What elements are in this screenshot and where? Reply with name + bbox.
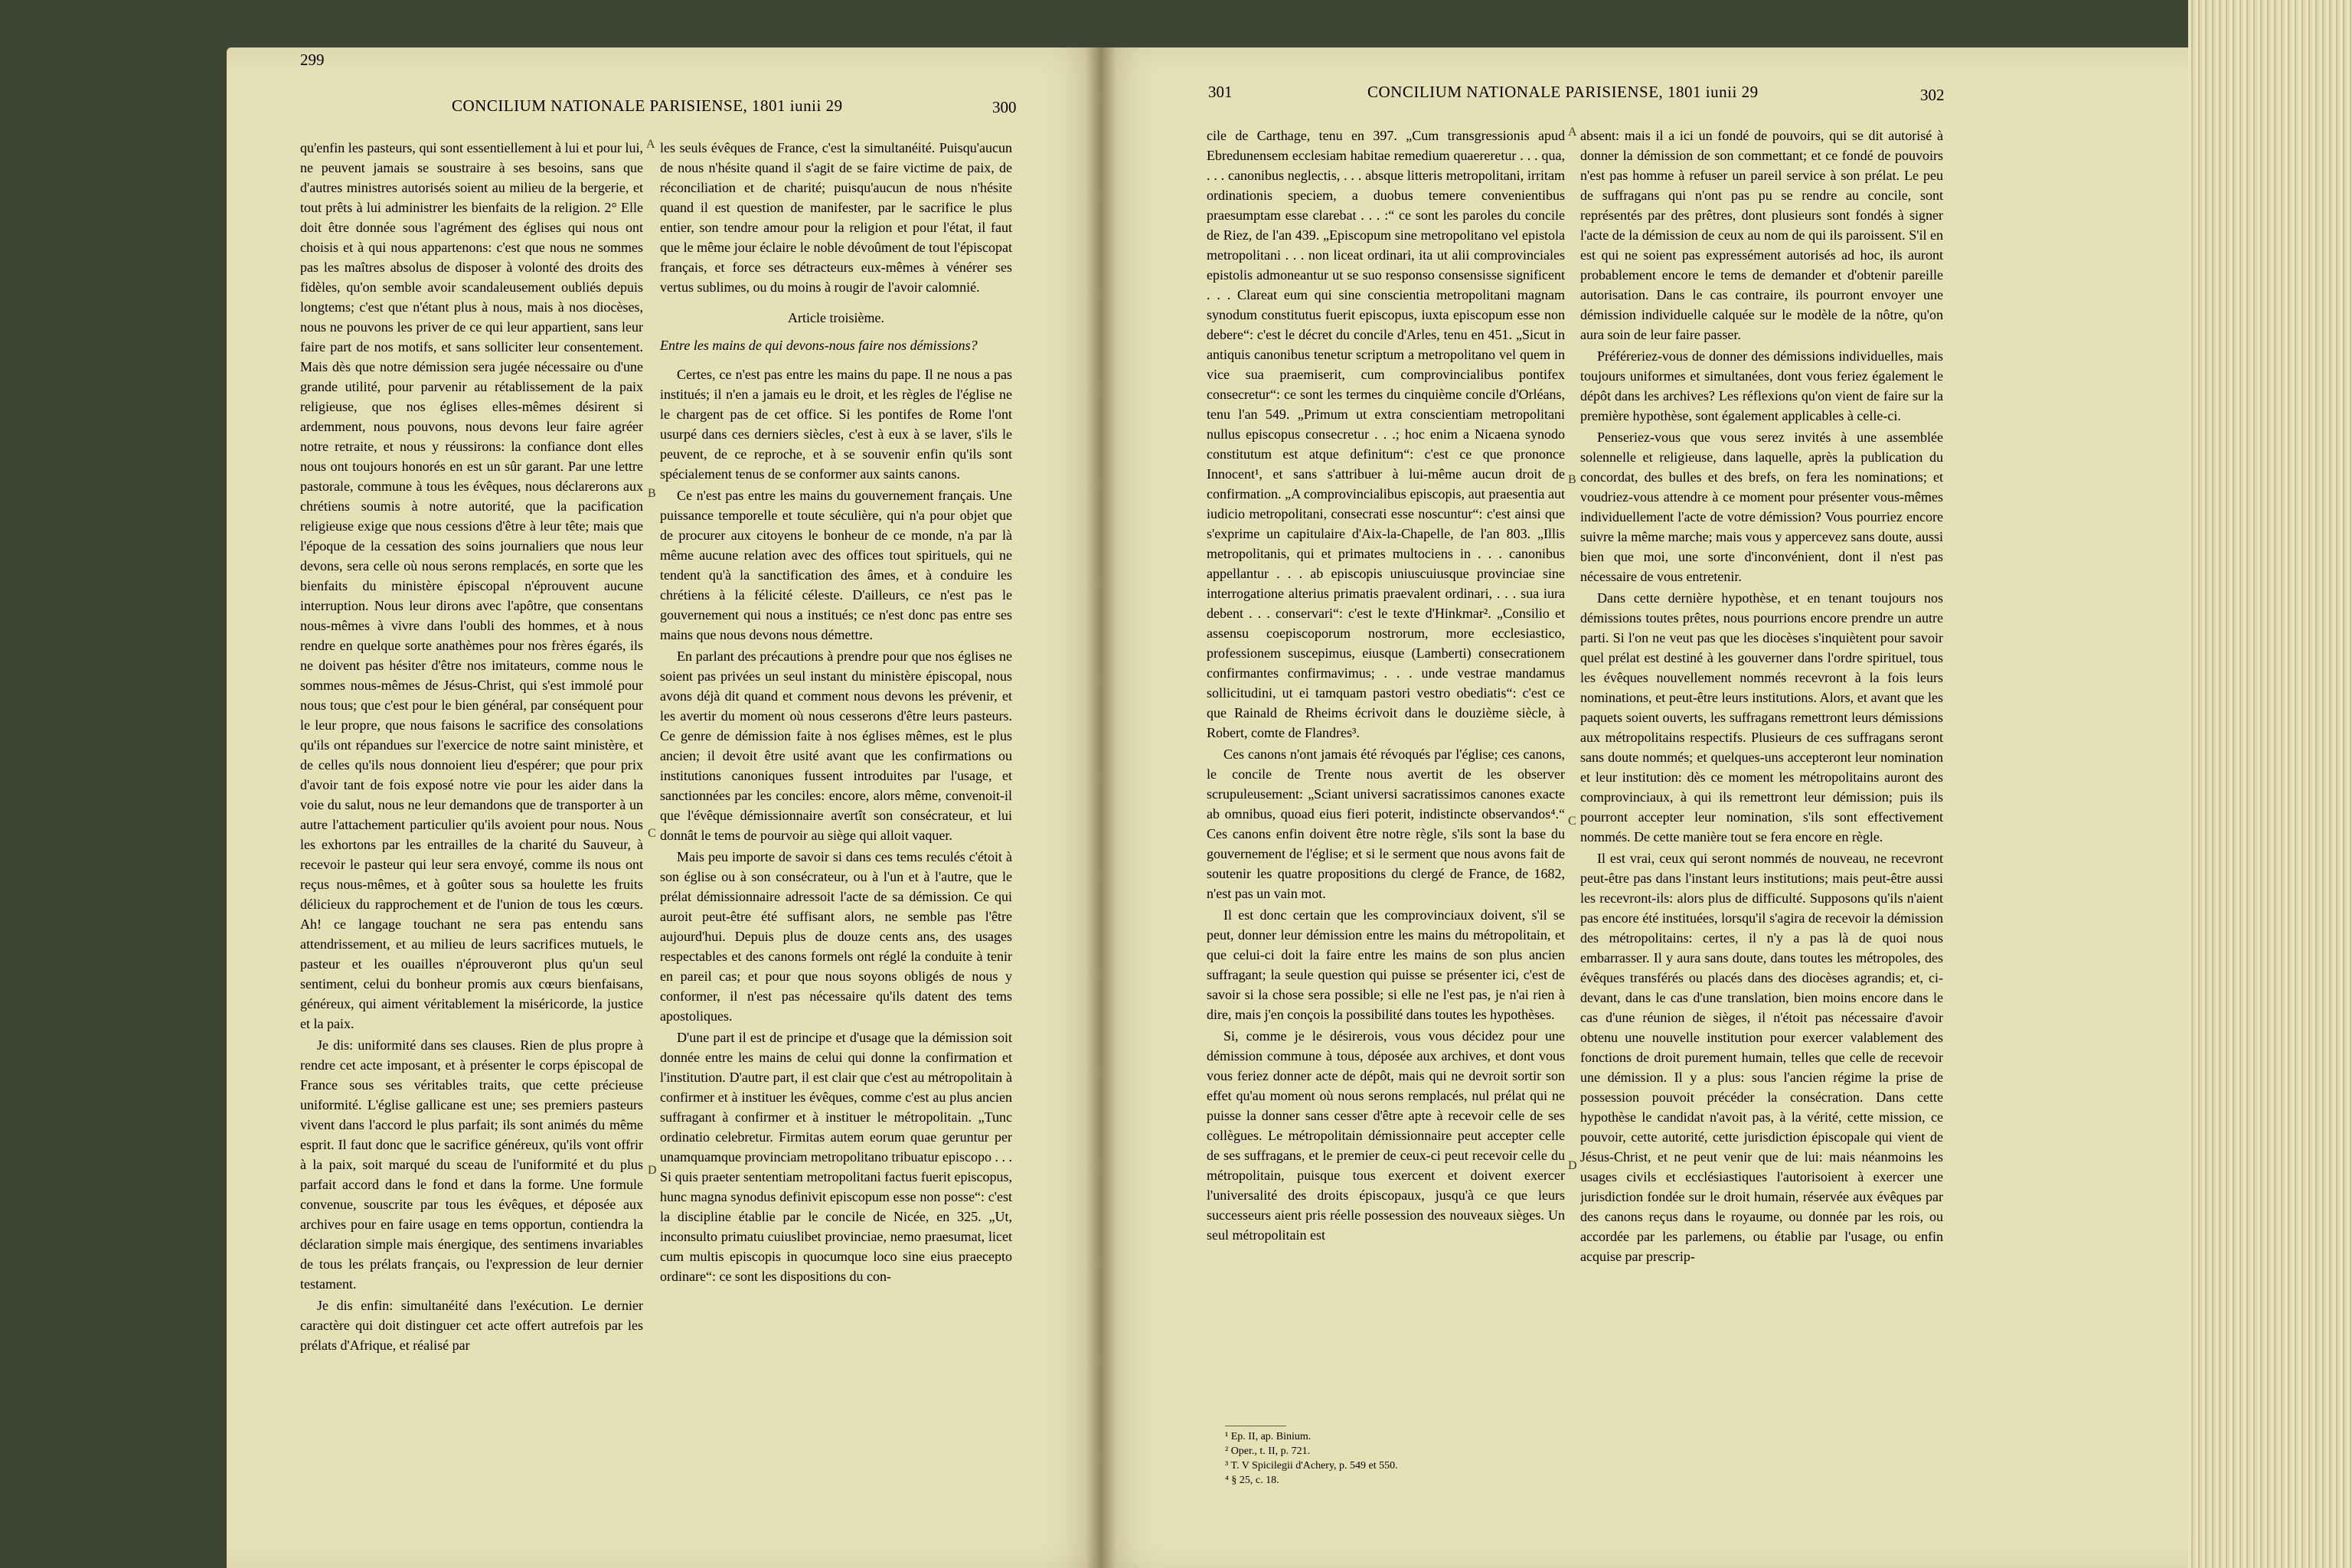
paragraph: En parlant des précautions à prendre pour que nos églises ne soient pas privées un seul instant du ministère épiscopal, nous avons déjà dit quand et comment nous devons les prévenir, et les avertir du moment où nous cesserons d'être leurs pasteurs. Ce genre de démission faite à nos églises mêmes, est le plus ancien; il devoit être usité avant que les confirmations ou institutions canoniques fussent introduites par l'usage, et sanctionnées par les conciles: encore, alors même, convenoit-il que l'évêque démissionnaire avertît son consécrateur, et lui donnât le tems de pourvoir au siège qui alloit vaquer.	[660, 648, 1012, 843]
paragraph: Penseriez-vous que vous serez invités à une assemblée solennelle et religieuse, dans laquelle, après la publication du concordat, des bulles et des brefs, on fera les nominations; et voudriez-vous attendre à ce moment pour présenter vous-mêmes individuellement l'acte de votre démission? Vous pourriez encore suivre la même marche; mais vous y appercevez sans doute, aussi bien que moi, une sorte d'inconvénient, dont il n'est pas nécessaire de vous entretenir.	[1580, 430, 1943, 584]
column-2	[660, 138, 1012, 1508]
footnote: ² Oper., t. II, p. 721.	[1225, 1446, 1311, 1457]
paragraph: Je dis: uniformité dans ses clauses. Rien de plus propre à rendre cet acte imposant, et à présenter le corps épiscopal de France sous ses véritables traits, que cette précieuse uniformité. L'église gallicane est une; ses premiers pasteurs vivent dans l'accord le plus parfait; ils sont animés du même esprit. Il faut donc que le sacrifice généreux, qu'ils vont offrir à la paix, soit marqué du sceau de l'uniformité et du plus parfait accord dans le fond et dans la forme. Une formule convenue, souscrite par tous les évêques, et déposée aux archives pour en faire usage en tems opportun, contiendra la déclaration simple mais énergique, des sentimens invariables de tous les prélats français, ou l'expression de leur dernier testament.	[300, 1037, 643, 1292]
paragraph: Je dis enfin: simultanéité dans l'exécution. Le dernier caractère qui doit distinguer cet acte offert autrefois par les prélats d'Afrique, et réalisé par	[300, 1298, 643, 1353]
paragraph: qu'enfin les pasteurs, qui sont essentiellement à lui et pour lui, ne peuvent jamais se soustraire à ses besoins, sans que d'autres ministres autorisés soient au milieu de la bergerie, et tout prêts à lui administrer les bienfaits de la religion. 2° Elle doit être donnée sous l'agrément des églises qui nous ont choisis et à qui nous appartenons: c'est que nous ne sommes pas les maîtres absolus de disposer à volonté des droits des fidèles, qu'on semble avoir scandaleusement oubliés depuis longtems; c'est que n'étant plus à nous, mais à nos diocèses, nous ne pouvons les priver de ce qui leur appartient, sans leur faire part de nos motifs, et sans solliciter leur consentement. Mais dès que notre démission sera jugée nécessaire ou d'une grande utilité, pour parvenir au rétablissement de la paix religieuse, que nos églises elles-mêmes désirent si ardemment, nous pouvons, nous devons leur faire agréer notre retraite, et nous y réussirons: la confiance dont elles nous ont toujours honorés en est un sûr garant. Par une lettre pastorale, commune à tous les évêques, nous déclarerons aux chrétiens soumis à notre autorité, que la pacification religieuse exige que nous cessions d'être à leur tête; mais que l'époque de la cessation des soins journaliers que nous leur devons, sera celle où nous serons remplacés, en sorte que les bienfaits du ministère épiscopal n'éprouvent aucune interruption. Nous leur dirons avec l'apôtre, que consentans nous-mêmes à vivre dans l'oubli des hommes, et à nous rendre en quelque sorte anathèmes pour nos frères égarés, ils ne doivent pas hésiter d'être nos imitateurs, comme nous le sommes nous-mêmes de Jésus-Christ, qui s'est immolé pour nous tous; que c'est pour le bien général, par conséquent pour le leur propre, que nous faisons le sacrifice des consolations qu'ils ont répandues sur l'exercice de notre saint ministère, et de celles qu'ils nous donnoient lieu d'espérer; que pour prix d'avoir tant de fois exposé notre vie pour les aider dans la voie du salut, nous ne leur demandons que de transporter à un autre l'attachement particulier qu'ils avoient pour nous. Nous les exhortons par les entrailles de la charité du Sauveur, à recevoir le pasteur qui leur sera envoyé, comme ils nous ont reçus nous-mêmes, et à goûter sous sa houlette les fruits délicieux du rapprochement et de l'union de tous les cœurs. Ah! ce langage touchant ne sera pas entendu sans attendrissement, et au milieu de leurs sacrifices mutuels, le pasteur et les ouailles n'éprouveront plus qu'un seul sentiment, celui du bonheur promis aux cœurs bienfaisans, généreux, qui aiment véritablement la miséricorde, la justice et la paix.	[300, 140, 643, 1031]
section-marker-b: B	[1568, 473, 1576, 486]
page-number: 299	[300, 51, 325, 69]
footnote: ¹ Ep. II, ap. Binium.	[1225, 1431, 1312, 1442]
paragraph: Il est donc certain que les comprovinciaux doivent, s'il se peut, donner leur démission entre les mains du métropolitain, et que celui-ci doit la faire entre les mains de son plus ancien suffragant; la seule question qui puisse se présenter ici, c'est de savoir si la chose sera possible; si elle ne l'est pas, je n'ai rien à dire, mais j'en conçois la possibilité dans toutes les hypothèses.	[1207, 907, 1565, 1022]
paragraph: Si, comme je le désirerois, vous vous décidez pour une démission commune à tous, déposée aux archives, et dont vous vous feriez donner acte de dépôt, mais qui ne devroit sortir son effet qu'au moment où nous serons remplacés, nul prélat qui ne puisse la donner sans cesser d'être apte à recevoir celle de ses collègues. Le métropolitain démissionnaire peut accepter celle de ses suffragans, et le premier de ceux-ci peut recevoir celle du métropolitain, puisque tous exercent et doivent exercer l'universalité des droits épiscopaux, jusqu'à ce que leurs successeurs aient pris réelle possession des nouveaux sièges. Un seul métropolitain est	[1207, 1028, 1565, 1243]
paragraph: Mais peu importe de savoir si dans ces tems reculés c'étoit à son église ou à son consécrateur, ou à l'un et à l'autre, que le prélat démissionnaire adressoit l'acte de sa démission. Ce qui auroit peut-être été suffisant alors, ne semble pas l'être aujourd'hui. Depuis plus de douze cents ans, des usages respectables et des canons formels ont réglé la conduite à tenir en pareil cas; et pour que nous soyons obligés de nous y conformer, il n'est pas nécessaire qu'ils datent des tems apostoliques.	[660, 849, 1012, 1024]
column-4	[1580, 126, 1943, 1504]
column-3	[1207, 126, 1565, 1412]
paragraph: Ce n'est pas entre les mains du gouvernement français. Une puissance temporelle et toute séculière, qui n'a pour objet que de procurer aux citoyens le bonheur de ce monde, n'a par là même aucune relation avec des offices tout spirituels, qui ne tendent qu'à la sanctification des âmes, et à conduire les chrétiens à la félicité céleste. D'ailleurs, ce n'est pas le gouvernement qui nous a institués; ce n'est donc pas entre ses mains que nous devons nous démettre.	[660, 488, 1012, 642]
paragraph: Ces canons n'ont jamais été révoqués par l'église; ces canons, le concile de Trente nous avertit de les observer scrupuleusement: „Sciant universi sacratissimos canones exacte ab omnibus, quoad eius fieri poterit, indistincte observandos⁴.“ Ces canons enfin doivent être notre règle, s'ils sont la base du gouvernement de l'église; et si le serment que nous avons fait de soutenir les quatre propositions du clergé de France, de 1682, n'est pas un vain mot.	[1207, 746, 1565, 901]
paragraph: cile de Carthage, tenu en 397. „Cum transgressionis apud Ebredunensem ecclesiam habitae remedium quaereretur . . . qua, . . . canonibus neglectis, . . . absque litteris metropolitani, irritam ordinationis speciem, a duobus temere convenientibus praesumptam esse clarebat . . . :“ ce sont les paroles du concile de Riez, de l'an 439. „Episcopum sine metropolitano vel epistola metropolitani . . . non liceat ordinari, ita ut alii comprovinciales epistolis admoneantur ut se suo responso consensisse significent . . . Clareat eum qui sine conscientia metropolitani magnam synodum constitutus fuerit episcopus, iuxta episcopum esse non debere“: c'est le décret du concile d'Arles, tenu en 451. „Sicut in antiquis canonibus tenetur scriptum a metropolitano vel quem in vice sua praemiserit, cum comprovincialibus pontifex consecretur“: ce sont les termes du cinquième concile d'Orléans, tenu l'an 549. „Primum ut extra conscientiam metropolitani nullus episcopus consecretur . . .; hoc enim a Nicaena synodo constitutum est atque definitum“: c'est ce que prononce Innocent¹, et sans s'attribuer à lui-même aucun droit de confirmation. „A comprovincialibus episcopis, aut praesentia aut iudicio metropolitani, consecrati esse noscuntur“: c'est ainsi que s'exprime un capitulaire d'Aix-la-Chapelle, de l'an 803. „Illis metropolitanis, qui et primates multociens in . . . canonibus appellantur . . . ab episcopis uniuscuiusque provinciae sine interrogatione alterius primatis praevalent ordinari, . . . sua iura debent . . . conservari“: c'est le texte d'Hinkmar². „Consilio et assensu coepiscoporum nostrorum, more ecclesiastico, professionem suscepimus, eiusque (Lamberti) consecrationem confirmantes confirmavimus; . . . unde vestrae mandamus sollicitudini, ut ei tamquam pastori vestro obediatis“: c'est ce que Rainald de Rheims écrivoit dans le douzième siècle, à Robert, comte de Flandres³.	[1207, 128, 1565, 740]
footnotes	[1225, 1426, 1398, 1488]
section-marker-a: A	[1568, 126, 1577, 139]
section-marker-c: C	[1568, 815, 1576, 828]
paragraph: D'une part il est de principe et d'usage que la démission soit donnée entre les mains de celui qui donne la confirmation et l'institution. D'autre part, il est clair que c'est au métropolitain à confirmer et à instituer les évêques, comme c'est au plus ancien suffragant à confirmer et à instituer le métropolitain. „Tunc ordinatio celebretur. Firmitas autem eorum quae geruntur per unamquamque provinciam metropolitano tribuatur episcopo . . . Si quis praeter sententiam metropolitani factus fuerit episcopus, hunc magna synodus definivit episcopum esse non posse“: c'est la discipline établie par le concile de Nicée, en 325. „Ut, inconsulto primatu cuiuslibet provinciae, nemo praesumat, licet cum multis episcopis in quocumque loco sine eius praecepto ordinare“: ce sont les dispositions du con-	[660, 1030, 1012, 1284]
page-number: 301	[1208, 83, 1233, 101]
paragraph: Il est vrai, ceux qui seront nommés de nouveau, ne recevront peut-être pas dans l'instant leurs institutions; mais peut-être aussi les recevront-ils: alors plus de difficulté. Supposons qu'ils n'aient pas encore été instituées, lorsqu'il s'agira de recevoir la démission des métropolitains: certes, il n'y a pas là de quoi nous embarrasser. Il y aura sans doute, dans toutes les métropoles, des évêques transférés ou placés dans des diocèses agrandis; et, ci-devant, dans le cas d'une translation, bien moins encore dans le cas d'une réunion de sièges, il n'étoit pas nécessaire d'avoir obtenu une nouvelle institution pour exercer valablement des fonctions de droit purement humain, telles que celle de recevoir une démission. Il y a plus: sous l'ancien régime la prise de possession pouvoit précéder la consécration. Dans cette hypothèse le candidat n'avoit pas, à la vérité, cette mission, ce pouvoir, cette autorité, cette jurisdiction épiscopale qui vient de Jésus-Christ, et ne peut venir que de lui: mais néanmoins les usages civils et ecclésiastiques l'autorisoient à exercer une jurisdiction fondée sur le droit humain, réservée aux évêques par des canons reçus dans le royaume, ou donnée par les rois, ou accordée par les parlemens, ou établie par l'usage, ou enfin acquise par prescrip-	[1580, 851, 1943, 1264]
section-marker-c: C	[648, 827, 656, 840]
page-number: 300	[992, 98, 1017, 116]
paragraph: absent: mais il a ici un fondé de pouvoirs, qui se dit autorisé à donner la démission de son commettant; et ce fondé de pouvoirs n'est pas homme à refuser un pareil service à son prélat. Le peu de suffragans qui n'ont pas pu se rendre au concile, sont représentés par des prêtres, dont plusieurs sont fondés à signer l'acte de la démission de ceux au nom de qui ils paroissent. S'il en est qui ne soient pas expressément autorisés ad hoc, ils auront probablement encore le tems de demander et d'obtenir pareille autorisation. Dans le cas contraire, ils pourront envoyer une démission individuelle calquée sur le modèle de la nôtre, qu'on aura soin de leur faire passer.	[1580, 128, 1943, 342]
section-marker-b: B	[648, 487, 656, 500]
running-head-right: CONCILIUM NATIONALE PARISIENSE, 1801 iunii 29	[1367, 83, 1759, 101]
section-marker-a: A	[646, 138, 655, 151]
article-heading: Article troisième.	[788, 310, 884, 325]
article-subheading: Entre les mains de qui devons-nous faire nos démissions?	[660, 338, 978, 353]
running-head-left: CONCILIUM NATIONALE PARISIENSE, 1801 iunii 29	[452, 96, 843, 115]
paragraph: Certes, ce n'est pas entre les mains du pape. Il ne nous a pas institués; il n'en a jamais eu le droit, et les règles de l'église ne le chargent pas de cet office. Si les pontifes de Rome l'ont usurpé dans ces derniers siècles, c'est à eux à se laver, s'ils le peuvent, de ce reproche, et à se souvenir enfin qu'ils sont spécialement tenus de se conformer aux saints canons.	[660, 367, 1012, 482]
paragraph: Préféreriez-vous de donner des démissions individuelles, mais toujours uniformes et simultanées, dont vous feriez également le dépôt dans les archives? Les réflexions qu'on vient de faire sur la première hypothèse, sont également applicables à celle-ci.	[1580, 348, 1943, 423]
section-marker-d: D	[1568, 1159, 1577, 1172]
column-1	[300, 138, 643, 1508]
gutter-shadow	[1086, 47, 1116, 1568]
paragraph: les seuls évêques de France, c'est la simultanéité. Puisqu'aucun de nous n'hésite quand il s'agit de se faire victime de paix, de réconciliation et de charité; puisqu'aucun de nous n'hésite quand il est question de manifester, par le sacrifice le plus entier, son tendre amour pour la religion et pour l'état, il faut que le même jour éclaire le noble dévoûment de tout l'épiscopat français, et force ses détracteurs eux-mêmes à vénérer ses vertus sublimes, ou du moins à rougir de l'avoir calomnié.	[660, 140, 1012, 295]
paragraph: Dans cette dernière hypothèse, et en tenant toujours nos démissions toutes prêtes, nous pourrions encore prendre un autre parti. Si l'on ne veut pas que les diocèses s'inquiètent pour savoir quel prélat est destiné à les gouverner dans l'ordre spirituel, tous les évêques nouvellement nommés recevront à la fois leurs nominations, et peut-être leurs institutions. Alors, et avant que les paquets soient ouverts, les suffragans remettront leurs démissions aux métropolitains respectifs. Plusieurs de ces suffragans seront sans doute nommés; et quelques-uns accepteront leur nomination et leur institution: dès ce moment les métropolitains auront des comprovinciaux, à qui ils remettront leur démission; puis ils pourront accepter leur nomination, s'ils sont effectivement nommés. De cette manière tout se fera encore en règle.	[1580, 590, 1943, 844]
page-edges	[2188, 0, 2352, 1568]
footnote: ³ T. V Spicilegii d'Achery, p. 549 et 550.	[1225, 1460, 1398, 1472]
section-marker-d: D	[648, 1164, 657, 1177]
footnote: ⁴ § 25, c. 18.	[1225, 1475, 1279, 1486]
page-number: 302	[1920, 86, 1945, 104]
